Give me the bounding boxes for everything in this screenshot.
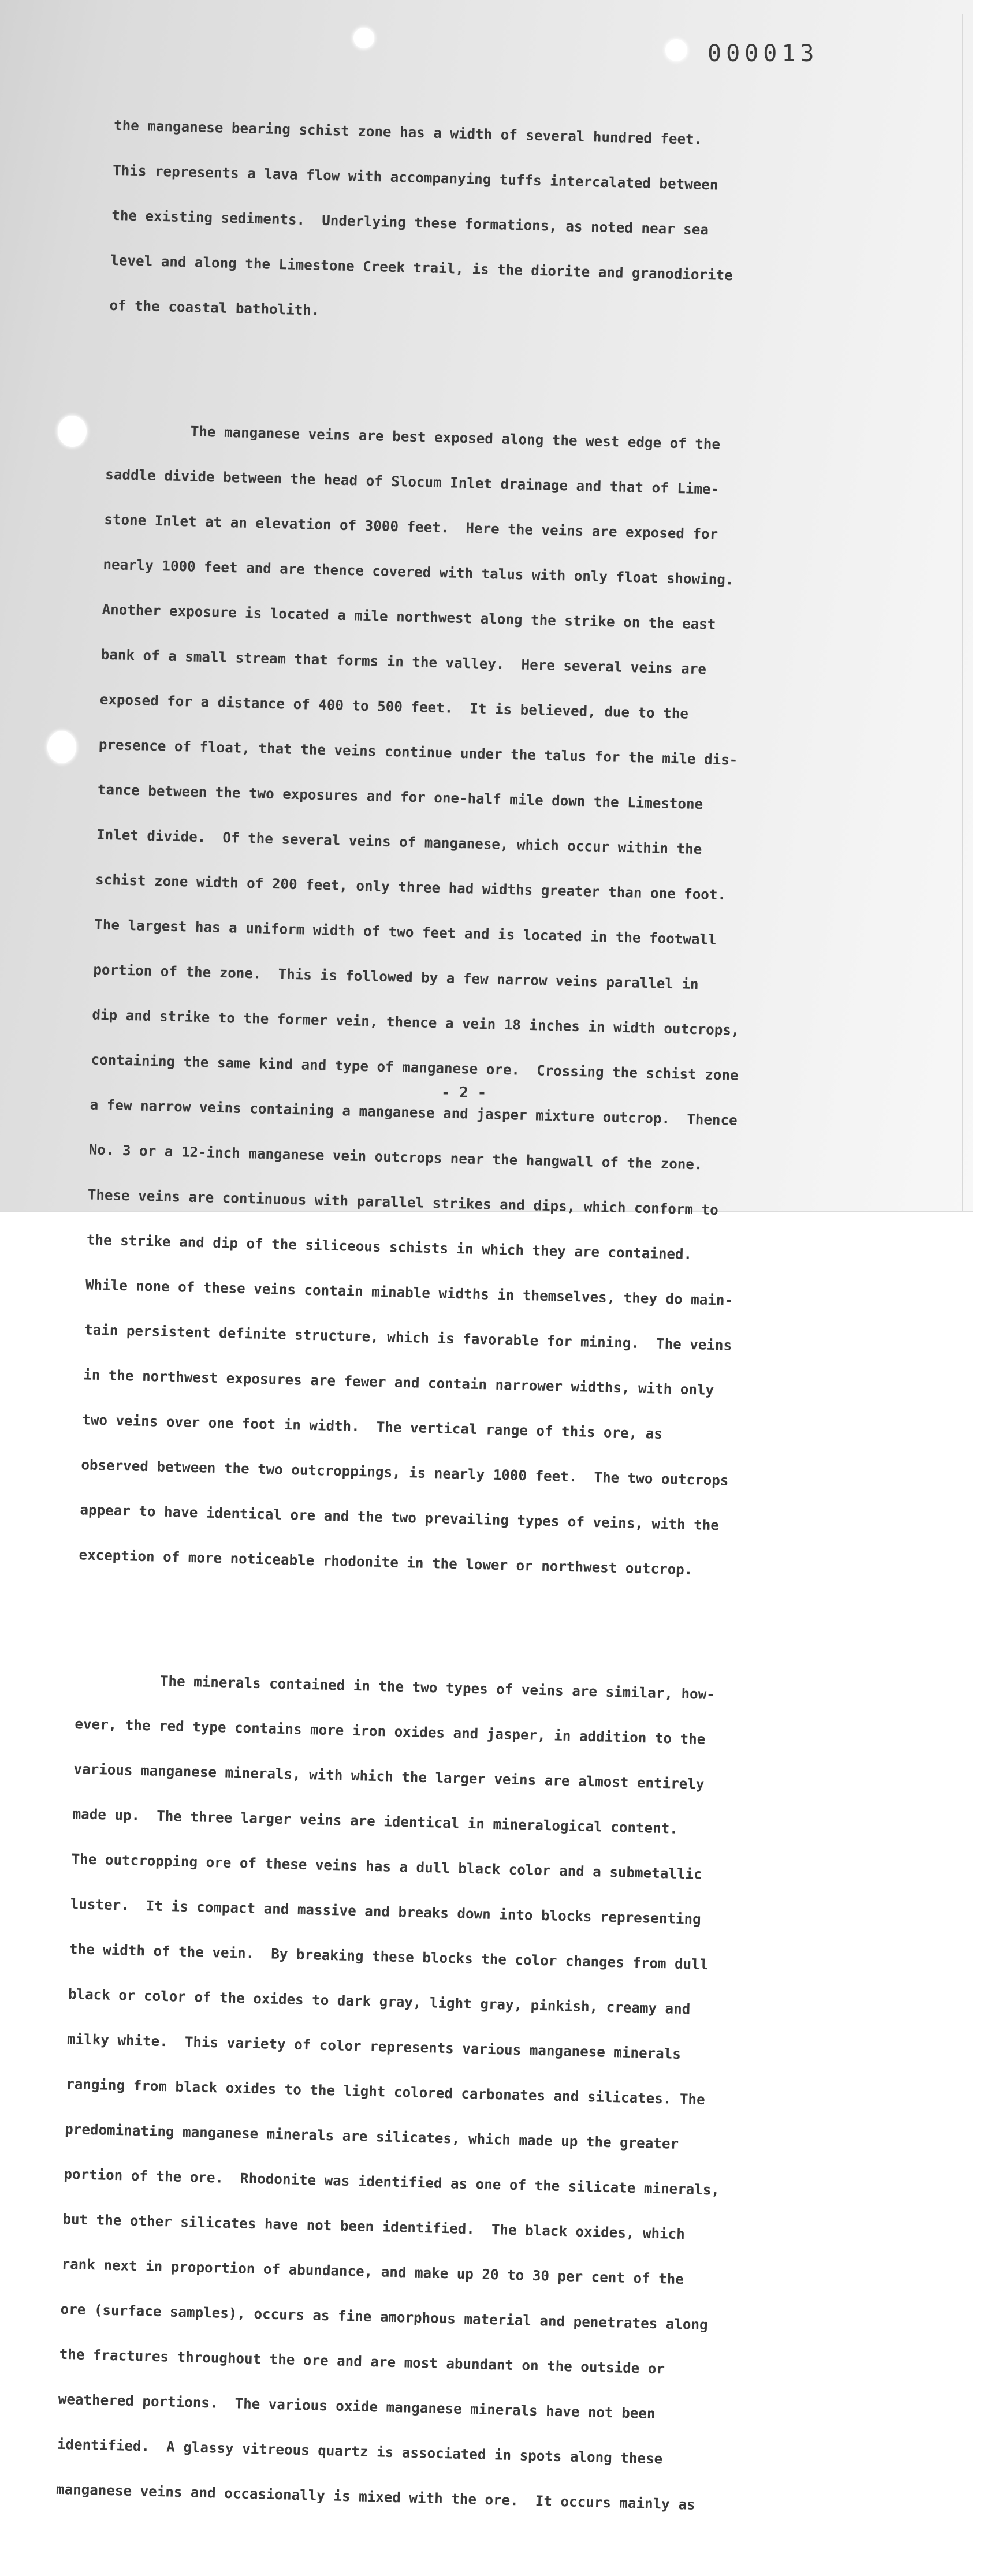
text-line: presence of float, that the veins continue under the talus for the mile dis- [98, 736, 738, 768]
text-line: stone Inlet at an elevation of 3000 feet. Here the veins are exposed for [104, 511, 718, 543]
document-number: 000013 [707, 40, 819, 67]
text-line: schist zone width of 200 feet, only three had widths greater than one foot. [95, 871, 727, 904]
text-line: tance between the two exposures and for one-half mile down the Limestone [97, 781, 703, 813]
text-line: rank next in proportion of abundance, and make up 20 to 30 per cent of the [61, 2256, 684, 2288]
text-line: This represents a lava flow with accompanying tuffs intercalated between [112, 162, 718, 193]
text-line: various manganese minerals, with which the larger veins are almost entirely [73, 1761, 705, 1793]
text-line: in the northwest exposures are fewer and contain narrower widths, with only [83, 1367, 714, 1398]
text-line: two veins over one foot in width. The vertical range of this ore, as [81, 1412, 663, 1442]
punch-hole-left-lower [47, 731, 76, 763]
text-line: milky white. This variety of color represents various manganese minerals [66, 2030, 682, 2062]
text-line: the manganese bearing schist zone has a width of several hundred feet. [113, 117, 703, 148]
punch-hole-top-right [665, 39, 687, 61]
text-line: the strike and dip of the siliceous schists in which they are contained. [86, 1231, 692, 1263]
text-line: black or color of the oxides to dark gray, light gray, pinkish, creamy and [68, 1986, 691, 2018]
text-line: but the other silicates have not been identified. The black oxides, which [62, 2211, 686, 2243]
paragraph-1 [109, 88, 882, 361]
text-line: portion of the ore. Rhodonite was identified as one of the silicate minerals, [64, 2166, 720, 2198]
text-line: ever, the red type contains more iron oxides and jasper, in addition to the [75, 1716, 706, 1748]
paper-edge-right [962, 14, 963, 1211]
text-line: ranging from black oxides to the light colored carbonates and silicates. The [65, 2075, 705, 2108]
text-line: portion of the zone. This is followed by a few narrow veins parallel in [93, 961, 699, 993]
text-line: manganese veins and occasionally is mixed with the ore. It occurs mainly as [55, 2481, 695, 2513]
text-line: the fractures throughout the ore and are most abundant on the outside or [59, 2346, 665, 2377]
text-line: dip and strike to the former vein, thence a vein 18 inches in width outcrops, [92, 1006, 740, 1039]
punch-hole-top-left [353, 28, 374, 48]
paragraph-3 [55, 1641, 844, 2545]
text-line: tain persistent definite structure, which is favorable for mining. The veins [84, 1321, 732, 1354]
text-line: No. 3 or a 12-inch manganese vein outcrops near the hangwall of the zone. [88, 1141, 703, 1173]
text-line: a few narrow veins containing a manganese and jasper mixture outcrop. Thence [90, 1096, 738, 1129]
text-line: saddle divide between the head of Slocum Inlet drainage and that of Lime- [105, 466, 720, 498]
text-line: The largest has a uniform width of two feet and is located in the footwall [94, 916, 717, 948]
text-line: While none of these veins contain minable widths in themselves, they do main- [85, 1276, 733, 1309]
text-line: The outcropping ore of these veins has a dull black color and a submetallic [71, 1851, 702, 1883]
text-line: The minerals contained in the two types of veins are similar, how- [76, 1671, 716, 1703]
text-line: observed between the two outcroppings, is nearly 1000 feet. The two outcrops [81, 1457, 729, 1489]
text-line: exposed for a distance of 400 to 500 feet. It is believed, due to the [99, 691, 689, 722]
text-line: containing the same kind and type of manganese ore. Crossing the schist zone [91, 1051, 739, 1084]
text-line: These veins are continuous with parallel strikes and dips, which conform to [87, 1186, 719, 1219]
text-line: bank of a small stream that forms in the valley. Here several veins are [100, 646, 707, 678]
paragraph-2 [78, 392, 875, 1611]
body-text [54, 58, 883, 2575]
text-line: made up. The three larger veins are identical in mineralogical content. [72, 1806, 679, 1837]
text-line: of the coastal batholith. [109, 297, 320, 319]
text-line: weathered portions. The various oxide manganese minerals have not been [58, 2391, 656, 2422]
page-number: - 2 - [441, 1084, 487, 1102]
text-line: identified. A glassy vitreous quartz is associated in spots along these [57, 2436, 663, 2467]
text-line: nearly 1000 feet and are thence covered with talus with only float showing. [103, 556, 734, 588]
text-line: appear to have identical ore and the two prevailing types of veins, with the [80, 1502, 720, 1534]
text-line: level and along the Limestone Creek trail, is the diorite and granodiorite [110, 252, 733, 284]
text-line: luster. It is compact and massive and breaks down into blocks representing [70, 1896, 702, 1928]
text-line: ore (surface samples), occurs as fine amorphous material and penetrates along [60, 2301, 708, 2334]
text-line: exception of more noticeable rhodonite in the lower or northwest outcrop. [79, 1547, 693, 1578]
text-line: predominating manganese minerals are silicates, which made up the greater [64, 2120, 679, 2152]
punch-hole-left-upper [58, 416, 87, 447]
text-line: Another exposure is located a mile northwest along the strike on the east [102, 601, 716, 633]
text-line: The manganese veins are best exposed along the west edge of the [106, 421, 721, 453]
text-line: Inlet divide. Of the several veins of manganese, which occur within the [96, 826, 702, 858]
text-line: the width of the vein. By breaking these blocks the color changes from dull [69, 1941, 709, 1973]
text-line: the existing sediments. Underlying these formations, as noted near sea [111, 207, 709, 238]
